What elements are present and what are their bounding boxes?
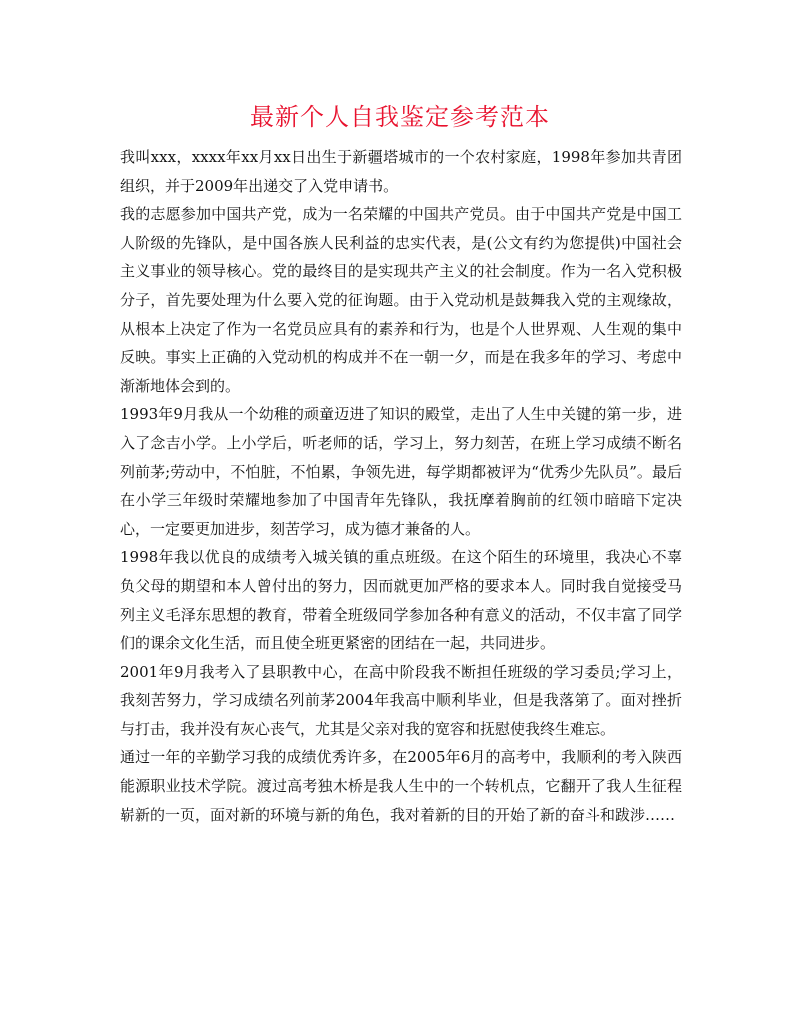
paragraph: 我叫xxx，xxxx年xx月xx日出生于新疆塔城市的一个农村家庭，1998年参加共青团组织，并于2009年出递交了入党申请书。 (120, 148, 682, 195)
paragraph: 1993年9月我从一个幼稚的顽童迈进了知识的殿堂，走出了人生中关键的第一步，进入了念吉小学。上小学后，听老师的话，学习上，努力刻苦，在班上学习成绩不断名列前茅;劳动中，不怕脏，不怕累，争领先进，每学期都被评为“优秀少先队员”。最后在小学三年级时荣耀地参加了中国青年先锋队，我抚摩着胸前的红领巾暗暗下定决心，一定要更加进步，刻苦学习，成为德才兼备的人。 (120, 405, 682, 538)
paragraph: 我的志愿参加中国共产党，成为一名荣耀的中国共产党员。由于中国共产党是中国工人阶级的先锋队，是中国各族人民利益的忠实代表，是(公文有约为您提供)中国社会主义事业的领导核心。党的最终目的是实现共产主义的社会制度。作为一名入党积极分子，首先要处理为什么要入党的征询题。由于入党动机是鼓舞我入党的主观缘故，从根本上决定了作为一名党员应具有的素养和行为，也是个人世界观、人生观的集中反映。事实上正确的入党动机的构成并不在一朝一夕，而是在我多年的学习、考虑中渐渐地体会到的。 (120, 205, 682, 395)
document-title: 最新个人自我鉴定参考范本 (250, 103, 550, 131)
document-body (120, 143, 682, 829)
paragraph: 1998年我以优良的成绩考入城关镇的重点班级。在这个陌生的环境里，我决心不辜负父母的期望和本人曾付出的努力，因而就更加严格的要求本人。同时我自觉接受马列主义毛泽东思想的教育，带着全班级同学参加各种有意义的活动，不仅丰富了同学们的课余文化生活，而且使全班更紧密的团结在一起，共同进步。 (120, 548, 682, 653)
paragraph: 通过一年的辛勤学习我的成绩优秀许多，在2005年6月的高考中，我顺利的考入陕西能源职业技术学院。渡过高考独木桥是我人生中的一个转机点，它翻开了我人生征程崭新的一页，面对新的环境与新的角色，我对着新的目的开始了新的奋斗和跋涉…… (120, 748, 682, 824)
paragraph: 2001年9月我考入了县职教中心，在高中阶段我不断担任班级的学习委员;学习上，我刻苦努力，学习成绩名列前茅2004年我高中顺利毕业，但是我落第了。面对挫折与打击，我并没有灰心丧气，尤其是父亲对我的宽容和抚慰使我终生难忘。 (120, 662, 682, 738)
